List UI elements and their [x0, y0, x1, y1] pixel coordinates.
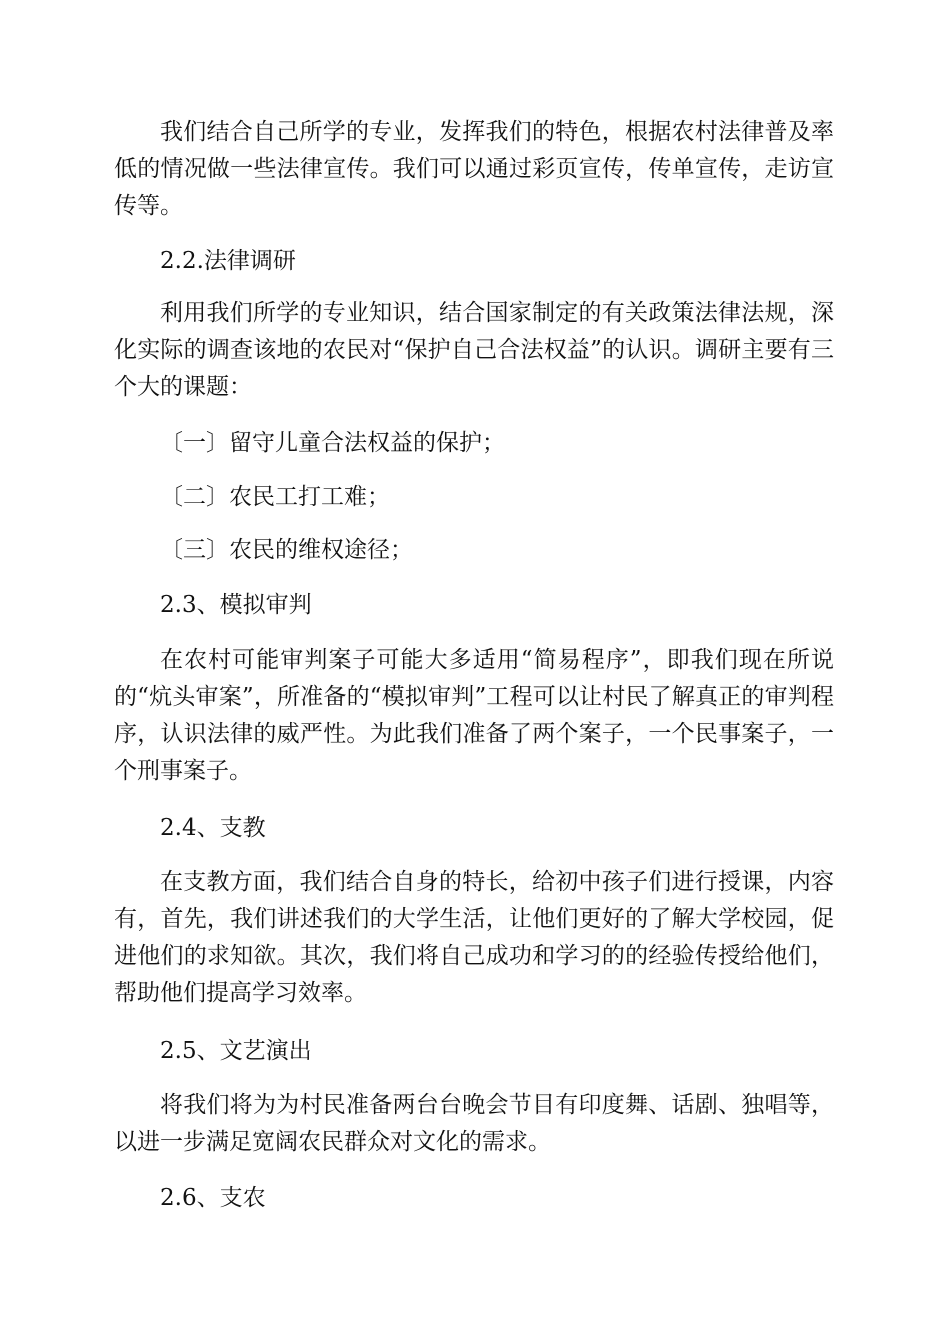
- heading-teaching: 2.4、支教: [160, 815, 266, 841]
- heading-mock-trial: 2.3、模拟审判: [160, 592, 312, 618]
- heading-legal-research: 2.2.法律调研: [160, 248, 296, 274]
- list-item-topic-3: 〔三〕农民的维权途径；: [160, 537, 413, 563]
- paragraph-research-intro: 利用我们所学的专业知识，结合国家制定的有关政策法律法规，深化实际的调查该地的农民对“保护自己合法权益”的认识。调研主要有三个大的课题：: [114, 300, 834, 400]
- heading-agriculture-support: 2.6、支农: [160, 1185, 266, 1211]
- paragraph-legal-promotion: 我们结合自己所学的专业，发挥我们的特色，根据农村法律普及率低的情况做一些法律宣传。我们可以通过彩页宣传，传单宣传，走访宣传等。: [114, 119, 834, 219]
- paragraph-performance: 将我们将为为村民准备两台台晚会节目有印度舞、话剧、独唱等，以进一步满足宽阔农民群众对文化的需求。: [114, 1092, 834, 1155]
- list-item-topic-1: 〔一〕留守儿童合法权益的保护；: [160, 430, 505, 456]
- list-item-topic-2: 〔二〕农民工打工难；: [160, 484, 390, 510]
- paragraph-mock-trial: 在农村可能审判案子可能大多适用“简易程序”，即我们现在所说的“炕头审案”，所准备的“模拟审判”工程可以让村民了解真正的审判程序，认识法律的威严性。为此我们准备了两个案子，一个民事案子，一个刑事案子。: [114, 647, 834, 784]
- heading-performance: 2.5、文艺演出: [160, 1038, 312, 1064]
- paragraph-teaching: 在支教方面，我们结合自身的特长，给初中孩子们进行授课，内容有，首先，我们讲述我们的大学生活，让他们更好的了解大学校园，促进他们的求知欲。其次，我们将自己成功和学习的的经验传授给他们，帮助他们提高学习效率。: [114, 869, 834, 1006]
